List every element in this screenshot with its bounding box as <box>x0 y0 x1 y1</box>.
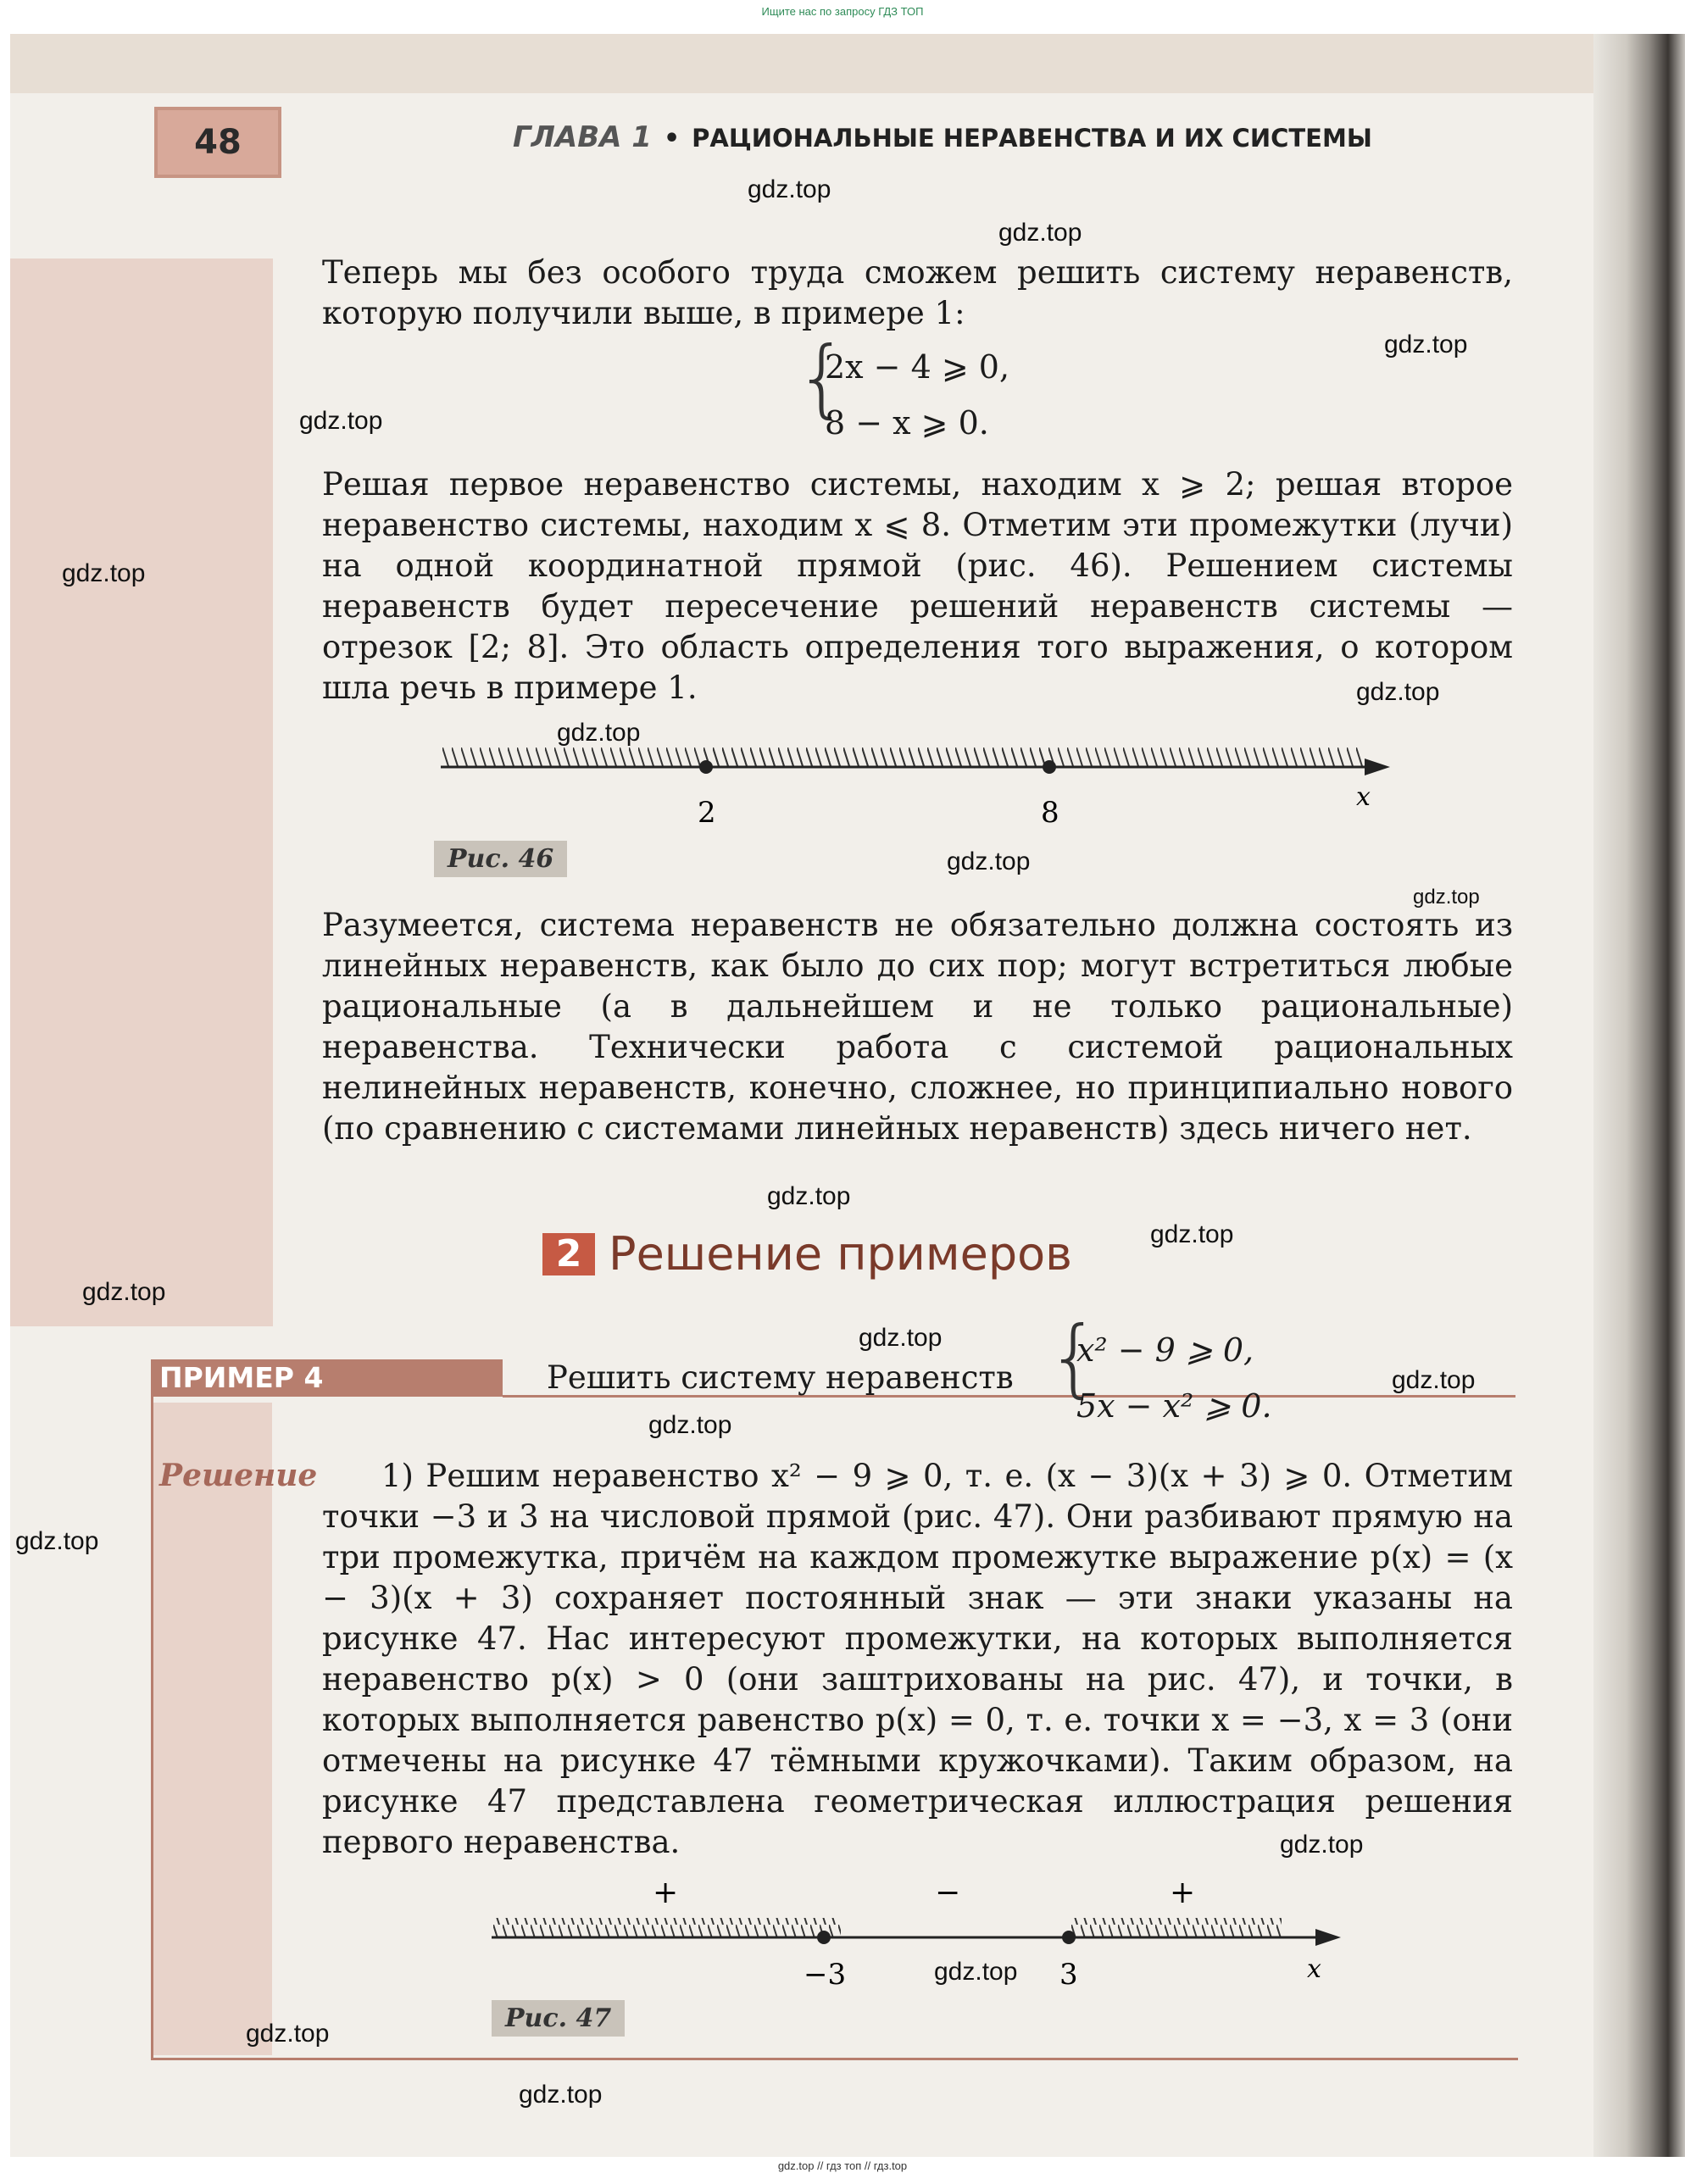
system-brace-2: { <box>1047 1308 1101 1407</box>
system-line-1: 2x − 4 ⩾ 0, <box>825 348 1010 386</box>
solution-text: 1) Решим неравенство x² − 9 ⩾ 0, т. е. (x − 3)(x + 3) ⩾ 0. Отметим точки −3 и 3 на числовой прямой (рис. 47). Они разбивают прямую на три промежутка, причём на каждом промежутке выражение p(x) = (x − 3)(x + 3) сохраняет постоянный знак — эти знаки указаны на рисунке 47. Нас интересуют промежутки, на которых выполняется неравенство p(x) > 0 (они заштрихованы на рис. 47), и точки, в которых выполняется равенство p(x) = 0, т. е. точки x = −3, x = 3 (они отмечены на рисунке 47 тёмными кружочками). Таким образом, на рисунке 47 представлена геометрическая иллюстрация решения первого неравенства. <box>322 1458 1513 1860</box>
axis-x-47: x <box>1307 1954 1321 1984</box>
paragraph-nonlinear: Разумеется, система неравенств не обязательно должна состоять из линейных неравенств, как было до сих пор; могут встретиться любые рациональные (а в дальнейшем и не только рациональные) неравенства. Технически работа с системой рациональных нелинейных неравенств, конечно, сложнее, но принципиально нового (по сравнению с системами линейных неравенств) здесь ничего нет. <box>322 907 1513 1147</box>
point-8 <box>1043 760 1056 774</box>
watermark: gdz.top <box>767 1182 851 1210</box>
section-title: Решение примеров <box>609 1227 1072 1281</box>
label-minus-3: −3 <box>804 1958 847 1992</box>
bottom-note: gdz.top // гдз топ // гдз.top <box>777 2159 908 2172</box>
system-brace-1: { <box>795 328 849 427</box>
chapter-label: ГЛАВА 1 <box>513 120 652 154</box>
watermark: gdz.top <box>299 407 383 435</box>
paragraph-intro: Теперь мы без особого труда сможем решить систему неравенств, которую получили выше, в примере 1: <box>322 254 1513 331</box>
axis-x-46: x <box>1356 782 1371 812</box>
top-note: Ищите нас по запросу ГДЗ ТОП <box>761 5 924 18</box>
example-system-line-1: x² − 9 ⩾ 0, <box>1076 1331 1254 1369</box>
watermark: gdz.top <box>1280 1831 1364 1859</box>
watermark: gdz.top <box>82 1278 166 1306</box>
watermark: gdz.top <box>62 559 146 587</box>
example-system-line-2: 5x − x² ⩾ 0. <box>1076 1387 1272 1425</box>
watermark: gdz.top <box>934 1958 1018 1986</box>
margin-band-1 <box>10 258 273 1326</box>
caption-fig-47: Рис. 47 <box>492 2000 625 2037</box>
hatch-left-47 <box>492 1918 841 1937</box>
hatch-x-ge-2 <box>703 747 1365 766</box>
watermark: gdz.top <box>648 1411 732 1439</box>
arrow-head-46 <box>1365 759 1390 775</box>
section-number: 2 <box>542 1233 595 1275</box>
watermark: gdz.top <box>15 1527 99 1555</box>
page-spine-shadow <box>1593 34 1685 2157</box>
watermark: gdz.top <box>1356 678 1440 706</box>
point-2 <box>699 760 713 774</box>
sign-left: + <box>653 1876 679 1910</box>
label-2: 2 <box>698 796 716 830</box>
sign-middle: − <box>935 1876 961 1910</box>
solution-label: Решение <box>159 1458 318 1493</box>
paragraph-solution-46: Решая первое неравенство системы, находим x ⩾ 2; решая второе неравенство системы, находим x ⩽ 8. Отметим эти промежутки (лучи) на одной координатной прямой (рис. 46). Решением системы неравенств будет пересечение решений неравенств системы — отрезок [2; 8]. Это область определения того выражения, о котором шла речь в примере 1. <box>322 466 1513 706</box>
example-label: ПРИМЕР 4 <box>151 1359 503 1397</box>
watermark: gdz.top <box>859 1324 943 1352</box>
point-minus-3 <box>817 1931 831 1944</box>
watermark: gdz.top <box>246 2020 330 2048</box>
watermark: gdz.top <box>998 219 1082 247</box>
watermark: gdz.top <box>1413 886 1480 909</box>
watermark: gdz.top <box>1150 1220 1234 1248</box>
page-top-band <box>10 34 1621 93</box>
example-task: Решить систему неравенств <box>547 1359 1014 1396</box>
section-heading <box>542 1227 1072 1281</box>
page-number: 48 <box>154 107 281 178</box>
watermark: gdz.top <box>748 175 831 203</box>
watermark: gdz.top <box>947 847 1031 875</box>
watermark: gdz.top <box>557 719 641 747</box>
figure-47 <box>475 1869 1373 1996</box>
watermark: gdz.top <box>1392 1366 1476 1394</box>
hatch-right-47 <box>1070 1918 1282 1937</box>
running-header <box>513 120 1372 154</box>
watermark: gdz.top <box>519 2081 603 2109</box>
point-3 <box>1062 1931 1076 1944</box>
sign-right: + <box>1170 1876 1196 1910</box>
chapter-title: РАЦИОНАЛЬНЫЕ НЕРАВЕНСТВА И ИХ СИСТЕМЫ <box>692 124 1372 153</box>
watermark: gdz.top <box>1384 331 1468 358</box>
arrow-head-47 <box>1315 1929 1341 1946</box>
label-3: 3 <box>1059 1958 1078 1992</box>
system-line-2: 8 − x ⩾ 0. <box>825 404 989 442</box>
caption-fig-46: Рис. 46 <box>434 841 567 877</box>
header-bullet: • <box>663 124 681 153</box>
label-8: 8 <box>1041 796 1059 830</box>
